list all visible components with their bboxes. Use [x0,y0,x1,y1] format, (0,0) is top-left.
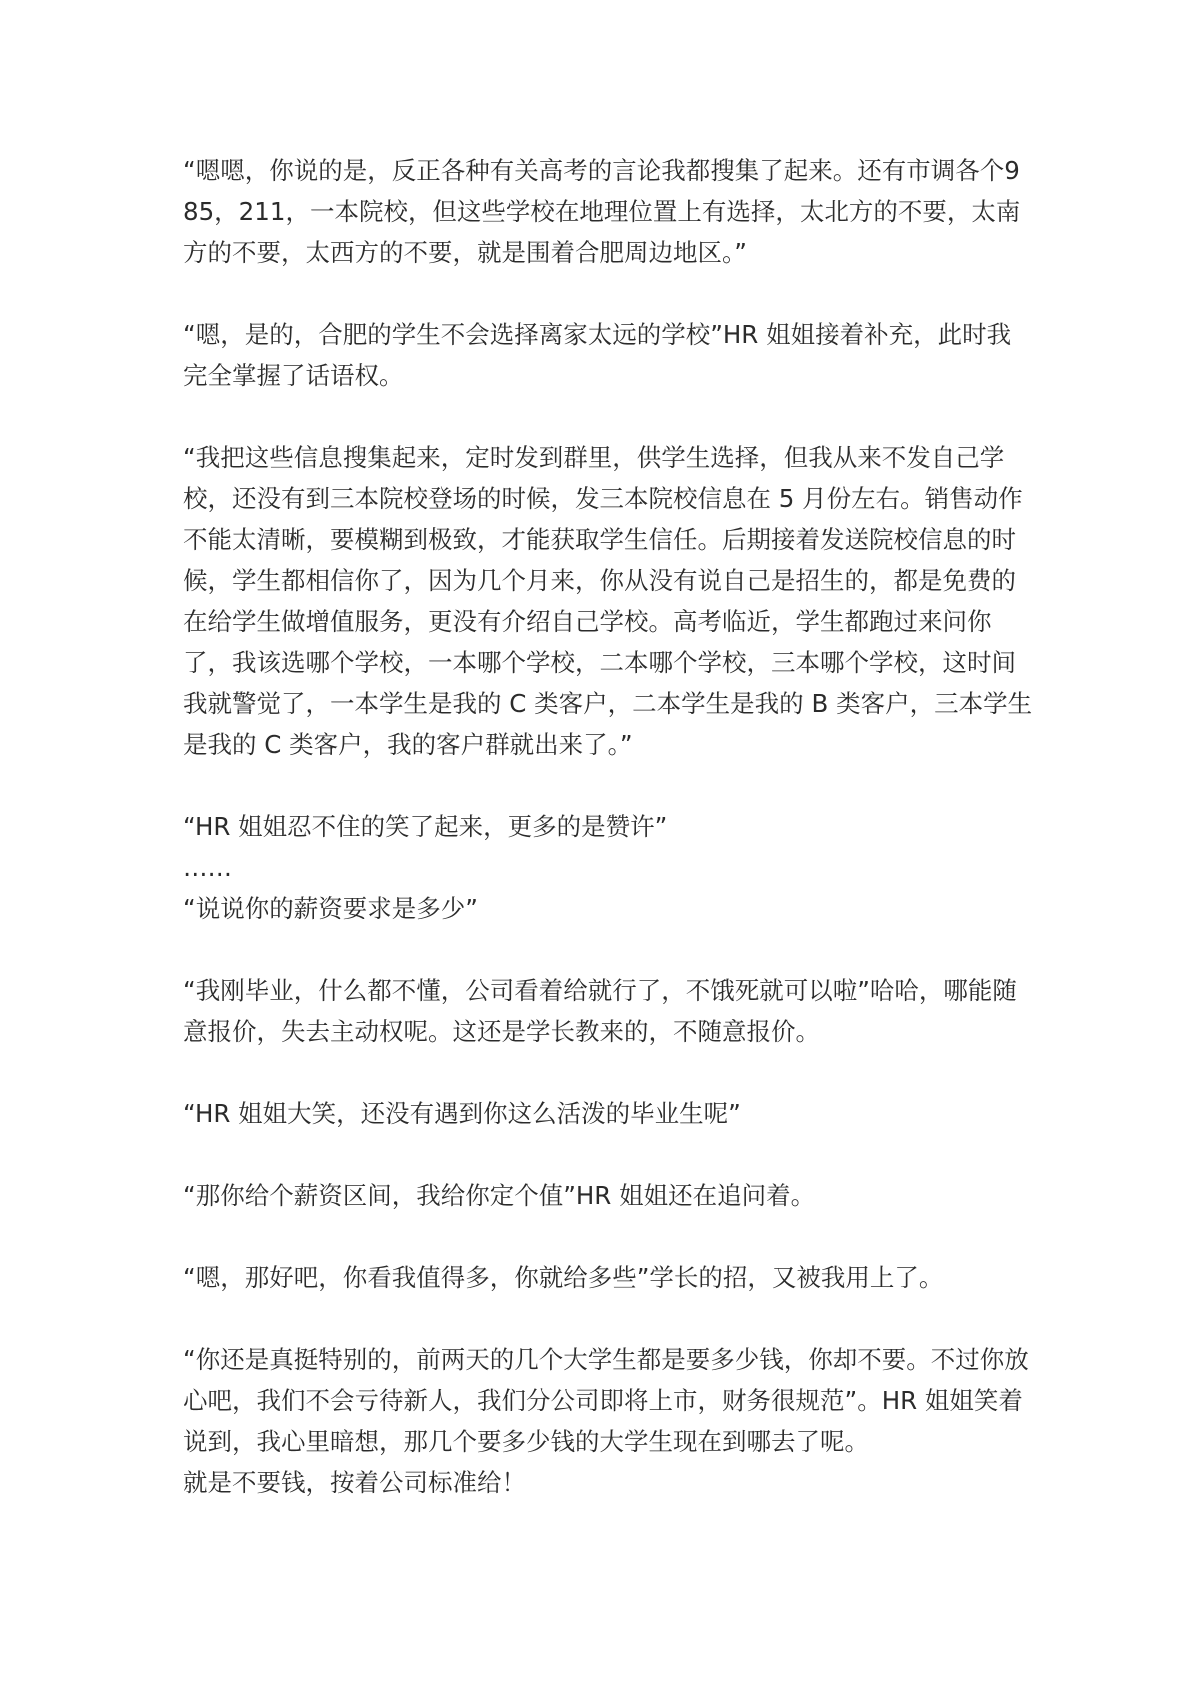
paragraph-11: 就是不要钱，按着公司标准给！ [183,1468,526,1497]
paragraph-9: “嗯，那好吧，你看我值得多，你就给多些”学长的招，又被我用上了。 [183,1263,944,1292]
paragraph-spacer [183,1134,1033,1175]
paragraph-8: “那你给个薪资区间，我给你定个值”HR 姐姐还在追问着。 [183,1181,816,1210]
paragraph-spacer [183,929,1033,970]
paragraph-spacer [183,1052,1033,1093]
paragraph-3: “我把这些信息搜集起来，定时发到群里，供学生选择，但我从来不发自己学校，还没有到三本院校登场的时候，发三本院校信息在 5 月份左右。销售动作不能太清晰，要模糊到极致，才能获取学生信任。后期接着发送院校信息的时候，学生都相信你了，因为几个月来，你从没有说自己是招生的，都是免费的在给学生做增值服务，更没有介绍自己学校。高考临近，学生都跑过来问你了，我该选哪个学校，一本哪个学校，二本哪个学校，三本哪个学校，这时间我就警觉了，一本学生是我的 C 类客户，二本学生是我的 B 类客户，三本学生是我的 C 类客户，我的客户群就出来了。” [183,443,1033,759]
paragraph-1: “嗯嗯，你说的是，反正各种有关高考的言论我都搜集了起来。还有市调各个985，211，一本院校，但这些学校在地理位置上有选择，太北方的不要，太南方的不要，太西方的不要，就是围着合肥周边地区。” [183,156,1021,267]
paragraph-spacer [183,273,1033,314]
document-body [183,150,1033,1503]
ellipsis-line: …… [183,853,232,882]
paragraph-spacer [183,1298,1033,1339]
paragraph-2: “嗯，是的，合肥的学生不会选择离家太远的学校”HR 姐姐接着补充，此时我完全掌握了话语权。 [183,320,1012,390]
paragraph-spacer [183,1216,1033,1257]
paragraph-spacer [183,396,1033,437]
paragraph-4: “HR 姐姐忍不住的笑了起来，更多的是赞许” [183,812,668,841]
paragraph-10: “你还是真挺特别的，前两天的几个大学生都是要多少钱，你却不要。不过你放心吧，我们不会亏待新人，我们分公司即将上市，财务很规范”。HR 姐姐笑着说到，我心里暗想，那几个要多少钱的大学生现在到哪去了呢。 [183,1345,1029,1456]
paragraph-7: “HR 姐姐大笑，还没有遇到你这么活泼的毕业生呢” [183,1099,741,1128]
paragraph-5: “说说你的薪资要求是多少” [183,894,478,923]
paragraph-6: “我刚毕业，什么都不懂，公司看着给就行了，不饿死就可以啦”哈哈，哪能随意报价，失去主动权呢。这还是学长教来的，不随意报价。 [183,976,1017,1046]
paragraph-spacer [183,765,1033,806]
